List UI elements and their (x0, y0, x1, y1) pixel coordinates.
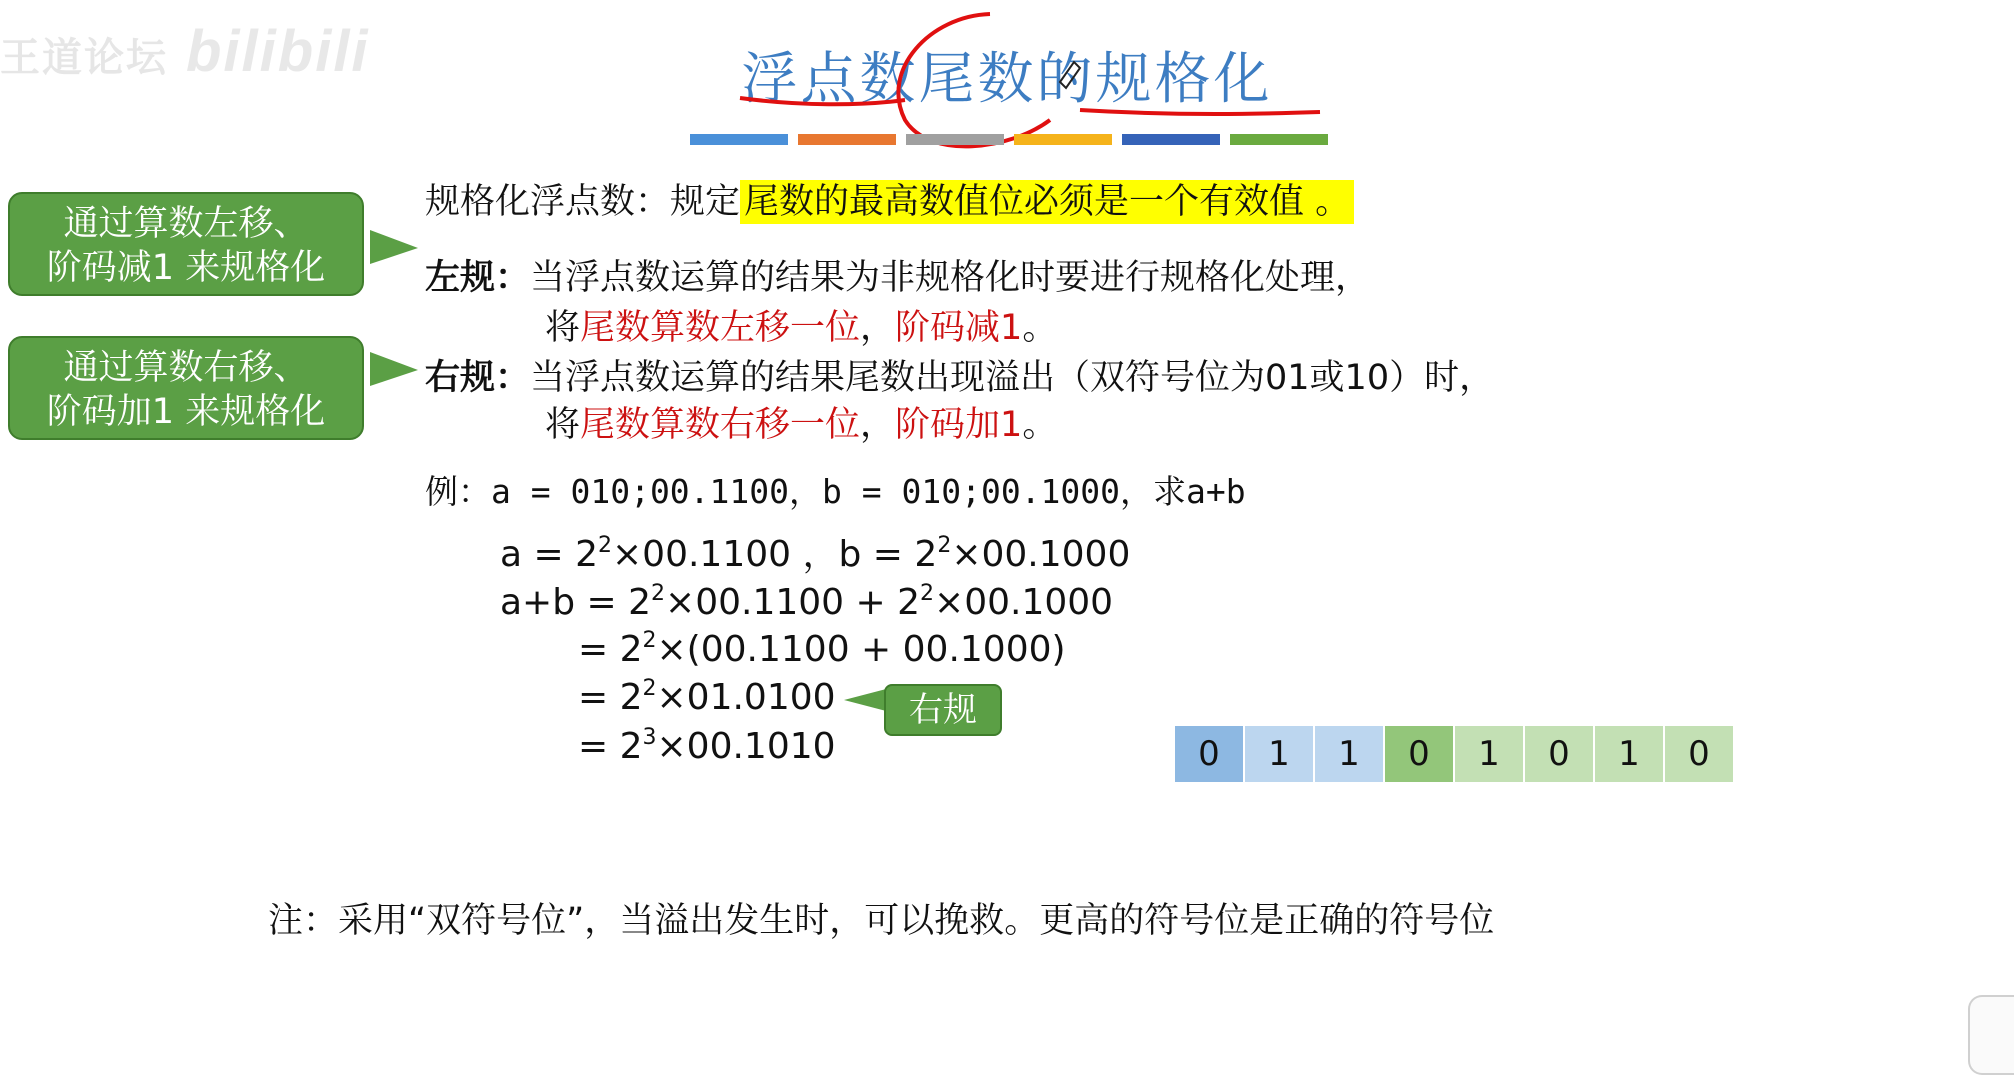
slide-title: 浮点数尾数的规格化 (741, 47, 1273, 112)
left-norm-label: 左规： (425, 258, 531, 298)
bit-boxes (1174, 725, 1734, 783)
example-line: 例：a = 010;00.1100，b = 010;00.1000，求a+b (425, 472, 1246, 511)
left-norm-line1: 左规：当浮点数运算的结果为非规格化时要进行规格化处理， (425, 258, 1371, 298)
callout-left-pointer (370, 228, 420, 268)
bit-box-0: 0 (1174, 725, 1244, 783)
title-bar-1 (798, 134, 896, 145)
bit-box-3: 0 (1384, 725, 1454, 783)
definition-prefix: 规格化浮点数：规定 (425, 182, 741, 222)
callout-left-line1: 通过算数左移、 (63, 204, 309, 244)
definition-line (425, 178, 1354, 226)
title-bar-5 (1230, 134, 1328, 145)
bit-box-6: 1 (1594, 725, 1664, 783)
formula-line-3: = $2^2\times(00.1100 + 00.1000)$ (578, 628, 1066, 670)
player-control-button[interactable] (1968, 995, 2014, 1075)
formula-line-2: $a+b = 2^2\times 00.1100 + 2^2\times 00.1000$ (500, 581, 1114, 623)
title-bar-0 (690, 134, 788, 145)
note-line: 注：采用“双符号位”，当溢出发生时，可以挽救。更高的符号位是正确的符号位 (268, 901, 1495, 941)
pen-annotation (0, 0, 2014, 180)
callout-left-line2: 阶码减1 来规格化 (46, 248, 326, 288)
formula-line-5: = $2^3\times 00.1010$ (578, 725, 836, 767)
formula-callout-right-norm: 右规 (884, 684, 1002, 736)
formula-line-4: = $2^2\times 01.0100$ (578, 676, 836, 718)
callout-right-pointer (370, 350, 420, 390)
title-bar-3 (1014, 134, 1112, 145)
right-norm-line1: 右规：当浮点数运算的结果尾数出现溢出（双符号位为01或10）时， (425, 358, 1495, 398)
callout-right-line1: 通过算数右移、 (63, 348, 309, 388)
callout-right-line2: 阶码加1 来规格化 (46, 392, 326, 432)
bit-box-7: 0 (1664, 725, 1734, 783)
title-bar-4 (1122, 134, 1220, 145)
title-bar-2 (906, 134, 1004, 145)
title-color-bars (690, 134, 1328, 145)
bit-box-5: 0 (1524, 725, 1594, 783)
bit-box-1: 1 (1244, 725, 1314, 783)
bit-box-4: 1 (1454, 725, 1524, 783)
bilibili-logo: bilibili (186, 19, 370, 84)
bit-box-2: 1 (1314, 725, 1384, 783)
left-norm-line2: 将尾数算数左移一位，阶码减1。 (545, 308, 1058, 348)
formula-line-1: $a = 2^2\times 00.1100$ ，$b = 2^2\times 00.1000$ (500, 533, 1131, 575)
callout-right-shift (8, 336, 364, 440)
right-norm-label: 右规： (425, 358, 531, 398)
watermark-text: 王道论坛 (0, 35, 168, 81)
definition-highlight: 尾数的最高数值位必须是一个有效值 。 (740, 180, 1354, 224)
right-norm-line2: 将尾数算数右移一位，阶码加1。 (545, 405, 1058, 445)
callout-left-shift (8, 192, 364, 296)
